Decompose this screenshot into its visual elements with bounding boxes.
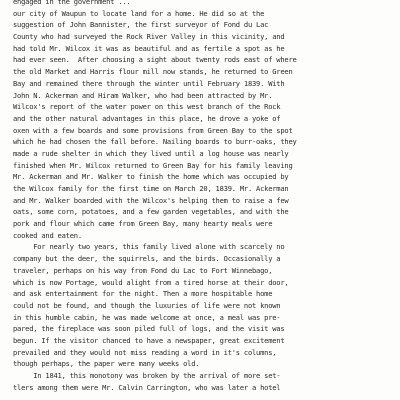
- text-line: engaged in the government ...: [13, 0, 131, 6]
- document-body: [13, 0, 400, 393]
- text-line: tlers among them were Mr. Calvin Carrington, who was later a hotel: [13, 382, 281, 392]
- text-line: had ever seen. After choosing a sight about twenty rods east of where: [13, 55, 297, 65]
- text-line: begun. If the visitor chanced to have a newspaper, great excitement: [13, 335, 285, 345]
- text-line: company but the deer, the squirrels, and the birds. Occasionally a: [13, 254, 281, 264]
- text-line: and ask entertainment for the night. Then a more hospitable home: [13, 289, 273, 299]
- text-line: could not be found, and though the luxuries of life were not known: [13, 300, 281, 310]
- text-line: made a rude shelter in which they lived until a log house was nearly: [13, 148, 289, 158]
- text-line: Mr. Ackerman and Mr. Walker to finish the home which was occupied by: [13, 172, 289, 182]
- text-line: cooked and eaten.: [13, 230, 82, 240]
- text-line: oxen with a few boards and some provisions from Green Bay to the spot: [13, 125, 293, 135]
- text-line: the old Market and Harris flour mill now stands, he returned to Green: [13, 67, 293, 77]
- text-line: had told Mr. Wilcox it was as beautiful and as fertile a spot as he: [13, 43, 285, 53]
- text-line: prevailed and they would not miss reading a word in it's columns,: [13, 347, 277, 357]
- text-line: in this humble cabin, he was made welcome at once, a meal was pre-: [13, 312, 281, 322]
- text-line: finished when Mr. Wilcox returned to Green Bay for his family leaving: [13, 160, 293, 170]
- text-line: Bay and remained there through the winter until February 1839. With: [13, 78, 285, 88]
- text-line: though perhaps, the paper were many weeks old.: [13, 359, 200, 369]
- text-line: our city of Waupun to locate land for a home. He did so at the: [13, 8, 265, 18]
- text-line: which he had chosen the fall before. Nailing boards to burr-oaks, they: [13, 137, 297, 147]
- text-line: Wilcox's report of the water power on this west branch of the Rock: [13, 102, 281, 112]
- text-line: pared, the fireplace was soon piled full of logs, and the visit was: [13, 324, 285, 334]
- text-line: and Mr. Walker boarded with the Wilcox's helping them to raise a few: [13, 195, 289, 205]
- text-line: traveler, perhaps on his way from Fond du Lac to Fort Winnebago,: [13, 265, 273, 275]
- text-line: John N. Ackerman and Hiram Walker, who had been attracted by Mr.: [13, 90, 273, 100]
- text-line: which is now Portage, would alight from a tired horse at their door,: [13, 277, 289, 287]
- text-line: County who had surveyed the Rock River Valley in this vicinity, and: [13, 32, 285, 42]
- text-line: the Wilcox family for the first time on March 20, 1839. Mr. Ackerman: [13, 184, 289, 193]
- text-line: and the other natural advantages in this place, he drove a yoke of: [13, 113, 281, 123]
- text-line: pork and flour which came from Green Bay, many hearty meals were: [13, 219, 273, 229]
- text-line: In 1841, this monotony was broken by the arrival of more set-: [13, 371, 281, 380]
- text-line: For nearly two years, this family lived alone with scarcely no: [13, 242, 285, 252]
- text-line: suggestion of John Bannister, the first surveyor of Fond du Lac: [13, 20, 269, 30]
- text-line: oats, some corn, potatoes, and a few garden vegetables, and with the: [13, 207, 289, 217]
